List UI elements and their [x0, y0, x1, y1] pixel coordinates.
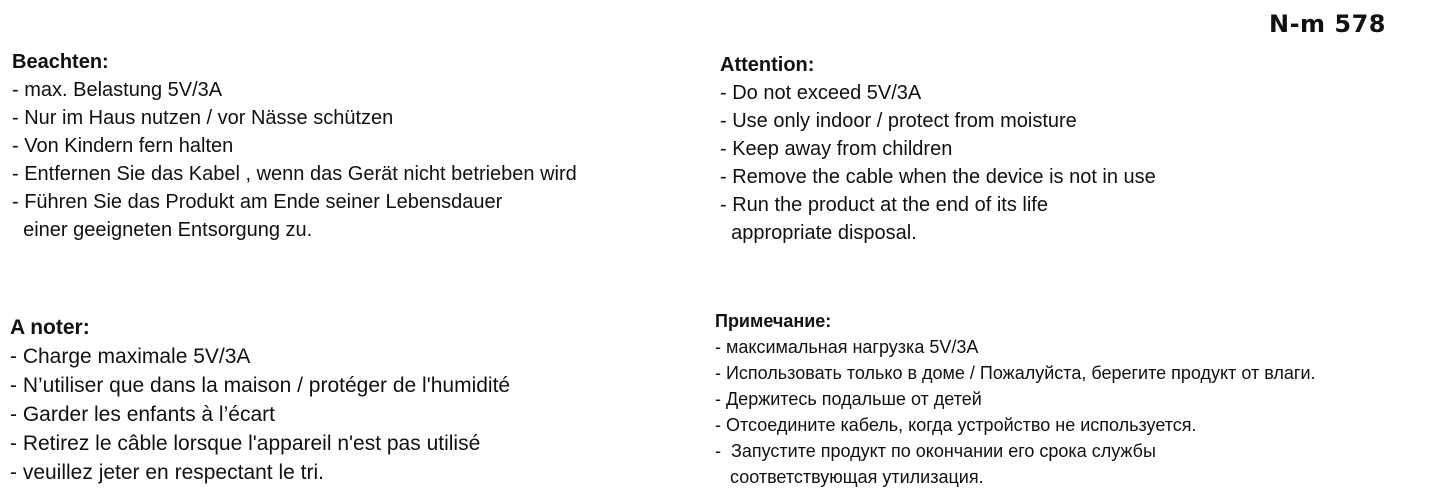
notice-line: einer geeigneten Entsorgung zu. [12, 219, 313, 241]
model-number: N-m 578 [1268, 10, 1386, 38]
notice-line: - максимальная нагрузка 5V/3A [715, 337, 979, 357]
notice-list [720, 79, 1156, 247]
notice-line: - Do not exceed 5V/3A [720, 82, 922, 104]
notice-line: - Использовать только в доме / Пожалуйста, берегите продукт от влаги. [715, 363, 1316, 383]
notice-line: - Garder les enfants à l’écart [10, 403, 275, 426]
section-french [10, 313, 510, 487]
notice-line: - Держитесь подальше от детей [715, 389, 982, 409]
notice-line: - Retirez le câble lorsque l'appareil n'est pas utilisé [10, 432, 481, 455]
section-heading: Примечание: [715, 311, 832, 331]
notice-line: - Von Kindern fern halten [12, 135, 234, 157]
notice-list [10, 342, 510, 487]
notice-line: - Run the product at the end of its life [720, 194, 1048, 216]
section-heading: A noter: [10, 316, 90, 339]
notice-line: - veuillez jeter en respectant le tri. [10, 461, 324, 484]
notice-list [715, 334, 1316, 490]
notice-line: - Отсоедините кабель, когда устройство не используется. [715, 415, 1197, 435]
notice-line: - Запустите продукт по окончании его срока службы [715, 441, 1156, 461]
notice-line: - Keep away from children [720, 138, 953, 160]
section-german [12, 48, 577, 244]
notice-line: - Nur im Haus nutzen / vor Nässe schützen [12, 107, 394, 129]
section-russian [715, 308, 1316, 490]
section-heading: Beachten: [12, 51, 109, 73]
section-english [720, 51, 1156, 247]
section-heading: Attention: [720, 54, 815, 76]
notice-line: - Entfernen Sie das Kabel , wenn das Gerät nicht betrieben wird [12, 163, 577, 185]
notice-line: - Remove the cable when the device is not in use [720, 166, 1156, 188]
notice-line: appropriate disposal. [720, 222, 917, 244]
notice-list [12, 76, 577, 244]
notice-line: - N’utiliser que dans la maison / protéger de l'humidité [10, 374, 511, 397]
notice-line: - Use only indoor / protect from moisture [720, 110, 1077, 132]
notice-line: - max. Belastung 5V/3A [12, 79, 223, 101]
notice-line: - Charge maximale 5V/3A [10, 345, 251, 368]
notice-line: - Führen Sie das Produkt am Ende seiner Lebensdauer [12, 191, 503, 213]
notice-line: соответствующая утилизация. [715, 467, 984, 487]
